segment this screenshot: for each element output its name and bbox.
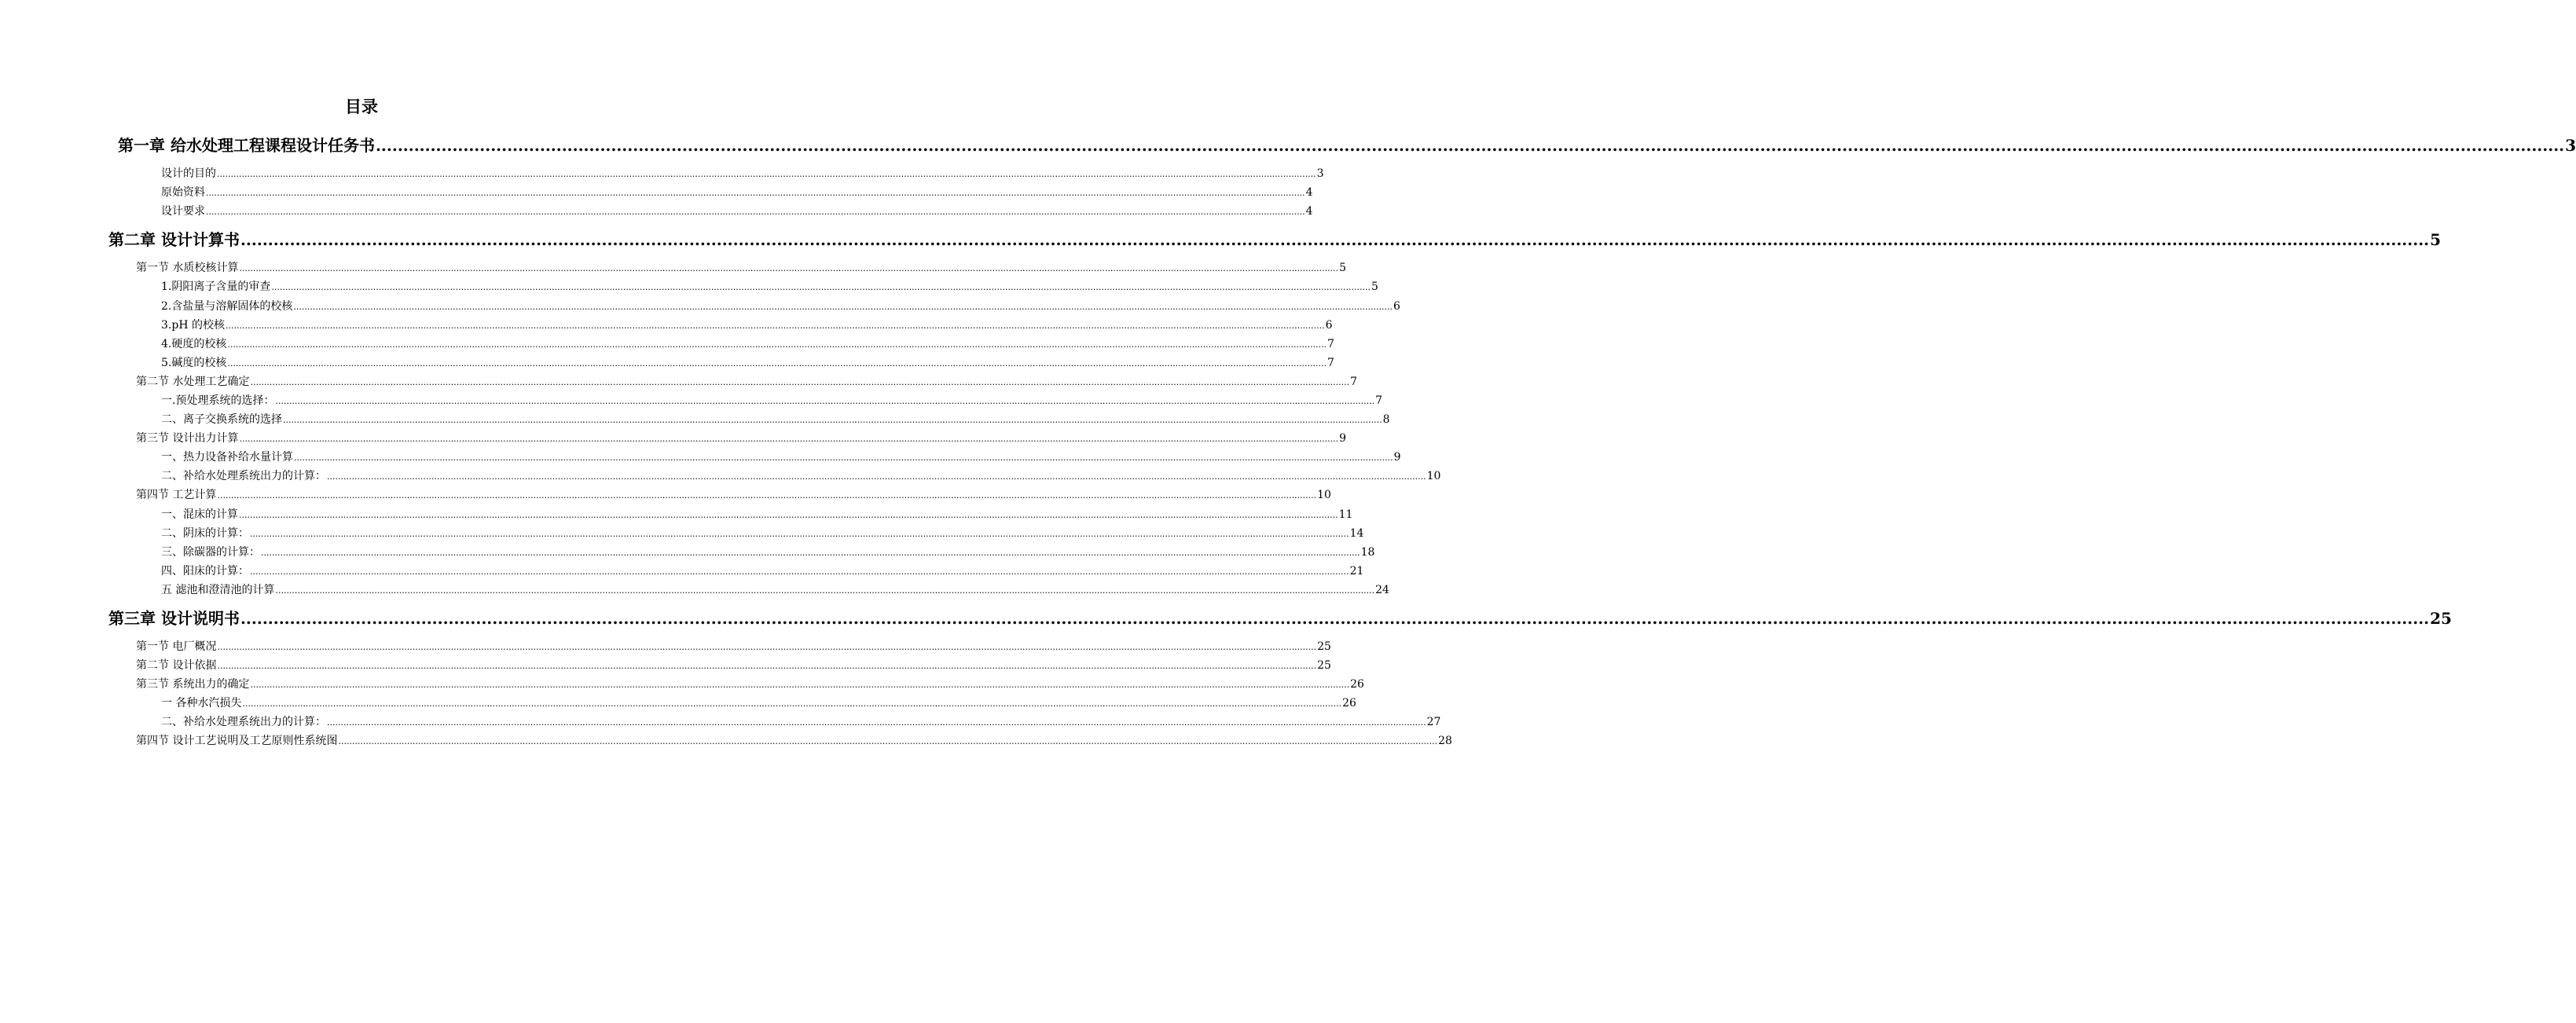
toc-entry-page: 5: [1339, 262, 1347, 274]
toc-entry-page: 25: [1317, 640, 1331, 653]
toc-leader-dots: ................................................................................................................................................................................................................................................................................................................................................................................................................: [227, 339, 1327, 350]
toc-entry-label: 设计的目的: [161, 167, 216, 180]
toc-entry-chapter[interactable]: [108, 607, 2452, 629]
page-title: 目录: [345, 97, 378, 116]
toc-leader-dots: ................................................................................................................................................................................................................................................................................................................................................................................................................: [250, 377, 1350, 387]
toc-entry-page: 5: [1371, 280, 1378, 293]
toc-entry-page: 3: [2565, 136, 2576, 155]
toc-entry-label: 3.pH 的校核: [161, 319, 225, 332]
toc-entry-sub[interactable]: [161, 507, 1353, 522]
toc-entry-sub[interactable]: [161, 393, 1383, 409]
toc-entry-page: 9: [1339, 432, 1347, 445]
toc-entry-page: 24: [1375, 584, 1389, 596]
toc-leader-dots: ................................................................................................................................................................................................................................................................................................................................................................................................................: [327, 471, 1426, 482]
toc-entry-label: 第二节 设计依据: [136, 659, 217, 672]
toc-entry-label: 五 滤池和澄清池的计算: [161, 584, 275, 596]
toc-leader-dots: ................................................................................................................................................................................................................................................................................................................................................................................................................: [206, 207, 1305, 217]
toc-entry-label: 一、热力设备补给水量计算: [161, 451, 293, 464]
toc-entry-page: 26: [1350, 678, 1364, 691]
toc-entry-page: 9: [1393, 451, 1401, 464]
toc-entry-sub[interactable]: [161, 299, 1400, 314]
toc-entry-label: 三、除碳器的计算：: [161, 546, 260, 559]
toc-entry-page: 10: [1426, 470, 1441, 482]
toc-entry-label: 一.预处理系统的选择：: [161, 394, 275, 407]
toc-entry-page: 7: [1375, 394, 1383, 407]
toc-entry-section[interactable]: [136, 676, 1364, 692]
toc-leader-dots: ................................................................................................................................................................................................................................................................................................................................................................................................................: [375, 136, 2565, 155]
toc-leader-dots: ................................................................................................................................................................................................................................................................................................................................................................................................................: [217, 642, 1317, 652]
toc-leader-dots: ................................................................................................................................................................................................................................................................................................................................................................................................................: [225, 321, 1325, 331]
toc-entry-label: 第三节 系统出力的确定: [136, 678, 250, 691]
toc-entry-page: 21: [1349, 565, 1364, 578]
toc-entry-sub[interactable]: [161, 204, 1313, 219]
toc-entry-section[interactable]: [136, 374, 1358, 390]
toc-entry-page: 27: [1426, 716, 1441, 728]
toc-entry-page: 25: [1317, 659, 1331, 672]
toc-entry-page: 28: [1438, 735, 1452, 747]
toc-entry-label: 第一节 电厂概况: [136, 640, 217, 653]
toc-leader-dots: ................................................................................................................................................................................................................................................................................................................................................................................................................: [217, 169, 1316, 179]
toc-entry-label: 第二节 水处理工艺确定: [136, 376, 250, 388]
toc-entry-sub[interactable]: [161, 166, 1324, 182]
toc-leader-dots: ................................................................................................................................................................................................................................................................................................................................................................................................................: [242, 698, 1342, 709]
toc-leader-dots: ................................................................................................................................................................................................................................................................................................................................................................................................................: [294, 453, 1393, 463]
toc-leader-dots: ................................................................................................................................................................................................................................................................................................................................................................................................................: [275, 396, 1375, 406]
toc-entry-sub[interactable]: [161, 582, 1389, 598]
toc-entry-section[interactable]: [136, 658, 1331, 673]
toc-entry-sub[interactable]: [161, 695, 1356, 711]
toc-entry-label: 4.硬度的校核: [161, 338, 227, 350]
toc-entry-page: 7: [1327, 338, 1334, 350]
toc-leader-dots: ................................................................................................................................................................................................................................................................................................................................................................................................................: [240, 609, 2430, 628]
toc-entry-page: 8: [1382, 413, 1390, 426]
toc-entry-page: 14: [1349, 527, 1364, 540]
toc-entry-label: 原始资料: [161, 186, 205, 199]
toc-leader-dots: ................................................................................................................................................................................................................................................................................................................................................................................................................: [250, 680, 1350, 690]
toc-entry-sub[interactable]: [161, 526, 1364, 541]
toc-entry-label: 第一节 水质校核计算: [136, 262, 239, 274]
toc-entry-sub[interactable]: [161, 185, 1313, 200]
toc-entry-label: 二、离子交换系统的选择: [161, 413, 282, 426]
toc-entry-label: 二、阴床的计算：: [161, 527, 249, 540]
toc-entry-page: 4: [1305, 205, 1313, 218]
toc-entry-page: 25: [2430, 609, 2452, 628]
toc-entry-sub[interactable]: [161, 714, 1441, 730]
toc-entry-sub[interactable]: [161, 336, 1334, 352]
toc-entry-label: 5.碱度的校核: [161, 357, 227, 369]
toc-entry-sub[interactable]: [161, 279, 1378, 295]
toc-entry-section[interactable]: [136, 733, 1452, 749]
toc-entry-label: 第一章 给水处理工程课程设计任务书: [118, 136, 375, 155]
toc-entry-section[interactable]: [136, 431, 1347, 446]
toc-leader-dots: ................................................................................................................................................................................................................................................................................................................................................................................................................: [217, 490, 1317, 500]
toc-entry-page: 11: [1338, 508, 1353, 521]
toc-leader-dots: ................................................................................................................................................................................................................................................................................................................................................................................................................: [206, 188, 1305, 198]
toc-leader-dots: ................................................................................................................................................................................................................................................................................................................................................................................................................: [250, 566, 1349, 577]
toc-entry-label: 第三节 设计出力计算: [136, 432, 239, 445]
toc-entry-label: 第二章 设计计算书: [108, 230, 240, 249]
toc-leader-dots: ................................................................................................................................................................................................................................................................................................................................................................................................................: [250, 529, 1349, 539]
toc-leader-dots: ................................................................................................................................................................................................................................................................................................................................................................................................................: [275, 585, 1375, 596]
toc-leader-dots: ................................................................................................................................................................................................................................................................................................................................................................................................................: [327, 717, 1426, 728]
toc-entry-page: 18: [1360, 546, 1375, 559]
toc-leader-dots: ................................................................................................................................................................................................................................................................................................................................................................................................................: [271, 282, 1371, 292]
toc-entry-label: 2.含盐量与溶解固体的校核: [161, 300, 293, 313]
toc-entry-label: 一、混床的计算: [161, 508, 238, 521]
toc-entry-label: 设计要求: [161, 205, 205, 218]
toc-entry-label: 二、补给水处理系统出力的计算：: [161, 470, 326, 482]
toc-entry-label: 第三章 设计说明书: [108, 609, 240, 628]
toc-entry-label: 第四节 设计工艺说明及工艺原则性系统图: [136, 735, 338, 747]
toc-leader-dots: ................................................................................................................................................................................................................................................................................................................................................................................................................: [283, 415, 1382, 425]
toc-entry-sub[interactable]: [161, 449, 1401, 465]
toc-entry-label: 四、阳床的计算：: [161, 565, 249, 578]
toc-leader-dots: ................................................................................................................................................................................................................................................................................................................................................................................................................: [239, 510, 1338, 520]
toc-entry-page: 6: [1325, 319, 1333, 332]
toc-entry-sub[interactable]: [161, 563, 1364, 579]
toc-entry-label: 1.阴阳离子含量的审查: [161, 280, 271, 293]
toc-leader-dots: ................................................................................................................................................................................................................................................................................................................................................................................................................: [261, 548, 1360, 558]
toc-entry-page: 7: [1327, 357, 1334, 369]
toc-entry-chapter[interactable]: [118, 134, 2576, 156]
toc-leader-dots: ................................................................................................................................................................................................................................................................................................................................................................................................................: [239, 434, 1339, 444]
toc-entry-section[interactable]: [136, 487, 1331, 503]
toc-leader-dots: ................................................................................................................................................................................................................................................................................................................................................................................................................: [338, 736, 1438, 746]
toc-entry-page: 4: [1305, 186, 1313, 199]
toc-entry-page: 6: [1393, 300, 1400, 313]
toc-leader-dots: ................................................................................................................................................................................................................................................................................................................................................................................................................: [217, 661, 1317, 671]
toc-entry-chapter[interactable]: [108, 229, 2442, 251]
toc-leader-dots: ................................................................................................................................................................................................................................................................................................................................................................................................................: [293, 302, 1393, 312]
toc-entry-sub[interactable]: [161, 355, 1334, 371]
toc-entry-page: 3: [1316, 167, 1324, 180]
toc-entry-page: 7: [1350, 376, 1358, 388]
toc-entry-page: 5: [2430, 230, 2442, 249]
toc-entry-label: 第四节 工艺计算: [136, 489, 217, 501]
toc-entry-section[interactable]: [136, 260, 1347, 276]
toc-entry-page: 10: [1317, 489, 1331, 501]
toc-entry-section[interactable]: [136, 639, 1331, 654]
toc-entry-label: 二、补给水处理系统出力的计算：: [161, 716, 326, 728]
toc-entry-sub[interactable]: [161, 412, 1390, 427]
toc-leader-dots: ................................................................................................................................................................................................................................................................................................................................................................................................................: [239, 263, 1339, 273]
toc-entry-page: 26: [1342, 697, 1356, 710]
toc-leader-dots: ................................................................................................................................................................................................................................................................................................................................................................................................................: [240, 230, 2430, 249]
toc-entry-label: 一 各种水汽损失: [161, 697, 242, 710]
toc-entry-sub[interactable]: [161, 468, 1441, 484]
toc-entry-sub[interactable]: [161, 317, 1333, 333]
toc-leader-dots: ................................................................................................................................................................................................................................................................................................................................................................................................................: [227, 358, 1327, 368]
toc-entry-sub[interactable]: [161, 544, 1375, 560]
